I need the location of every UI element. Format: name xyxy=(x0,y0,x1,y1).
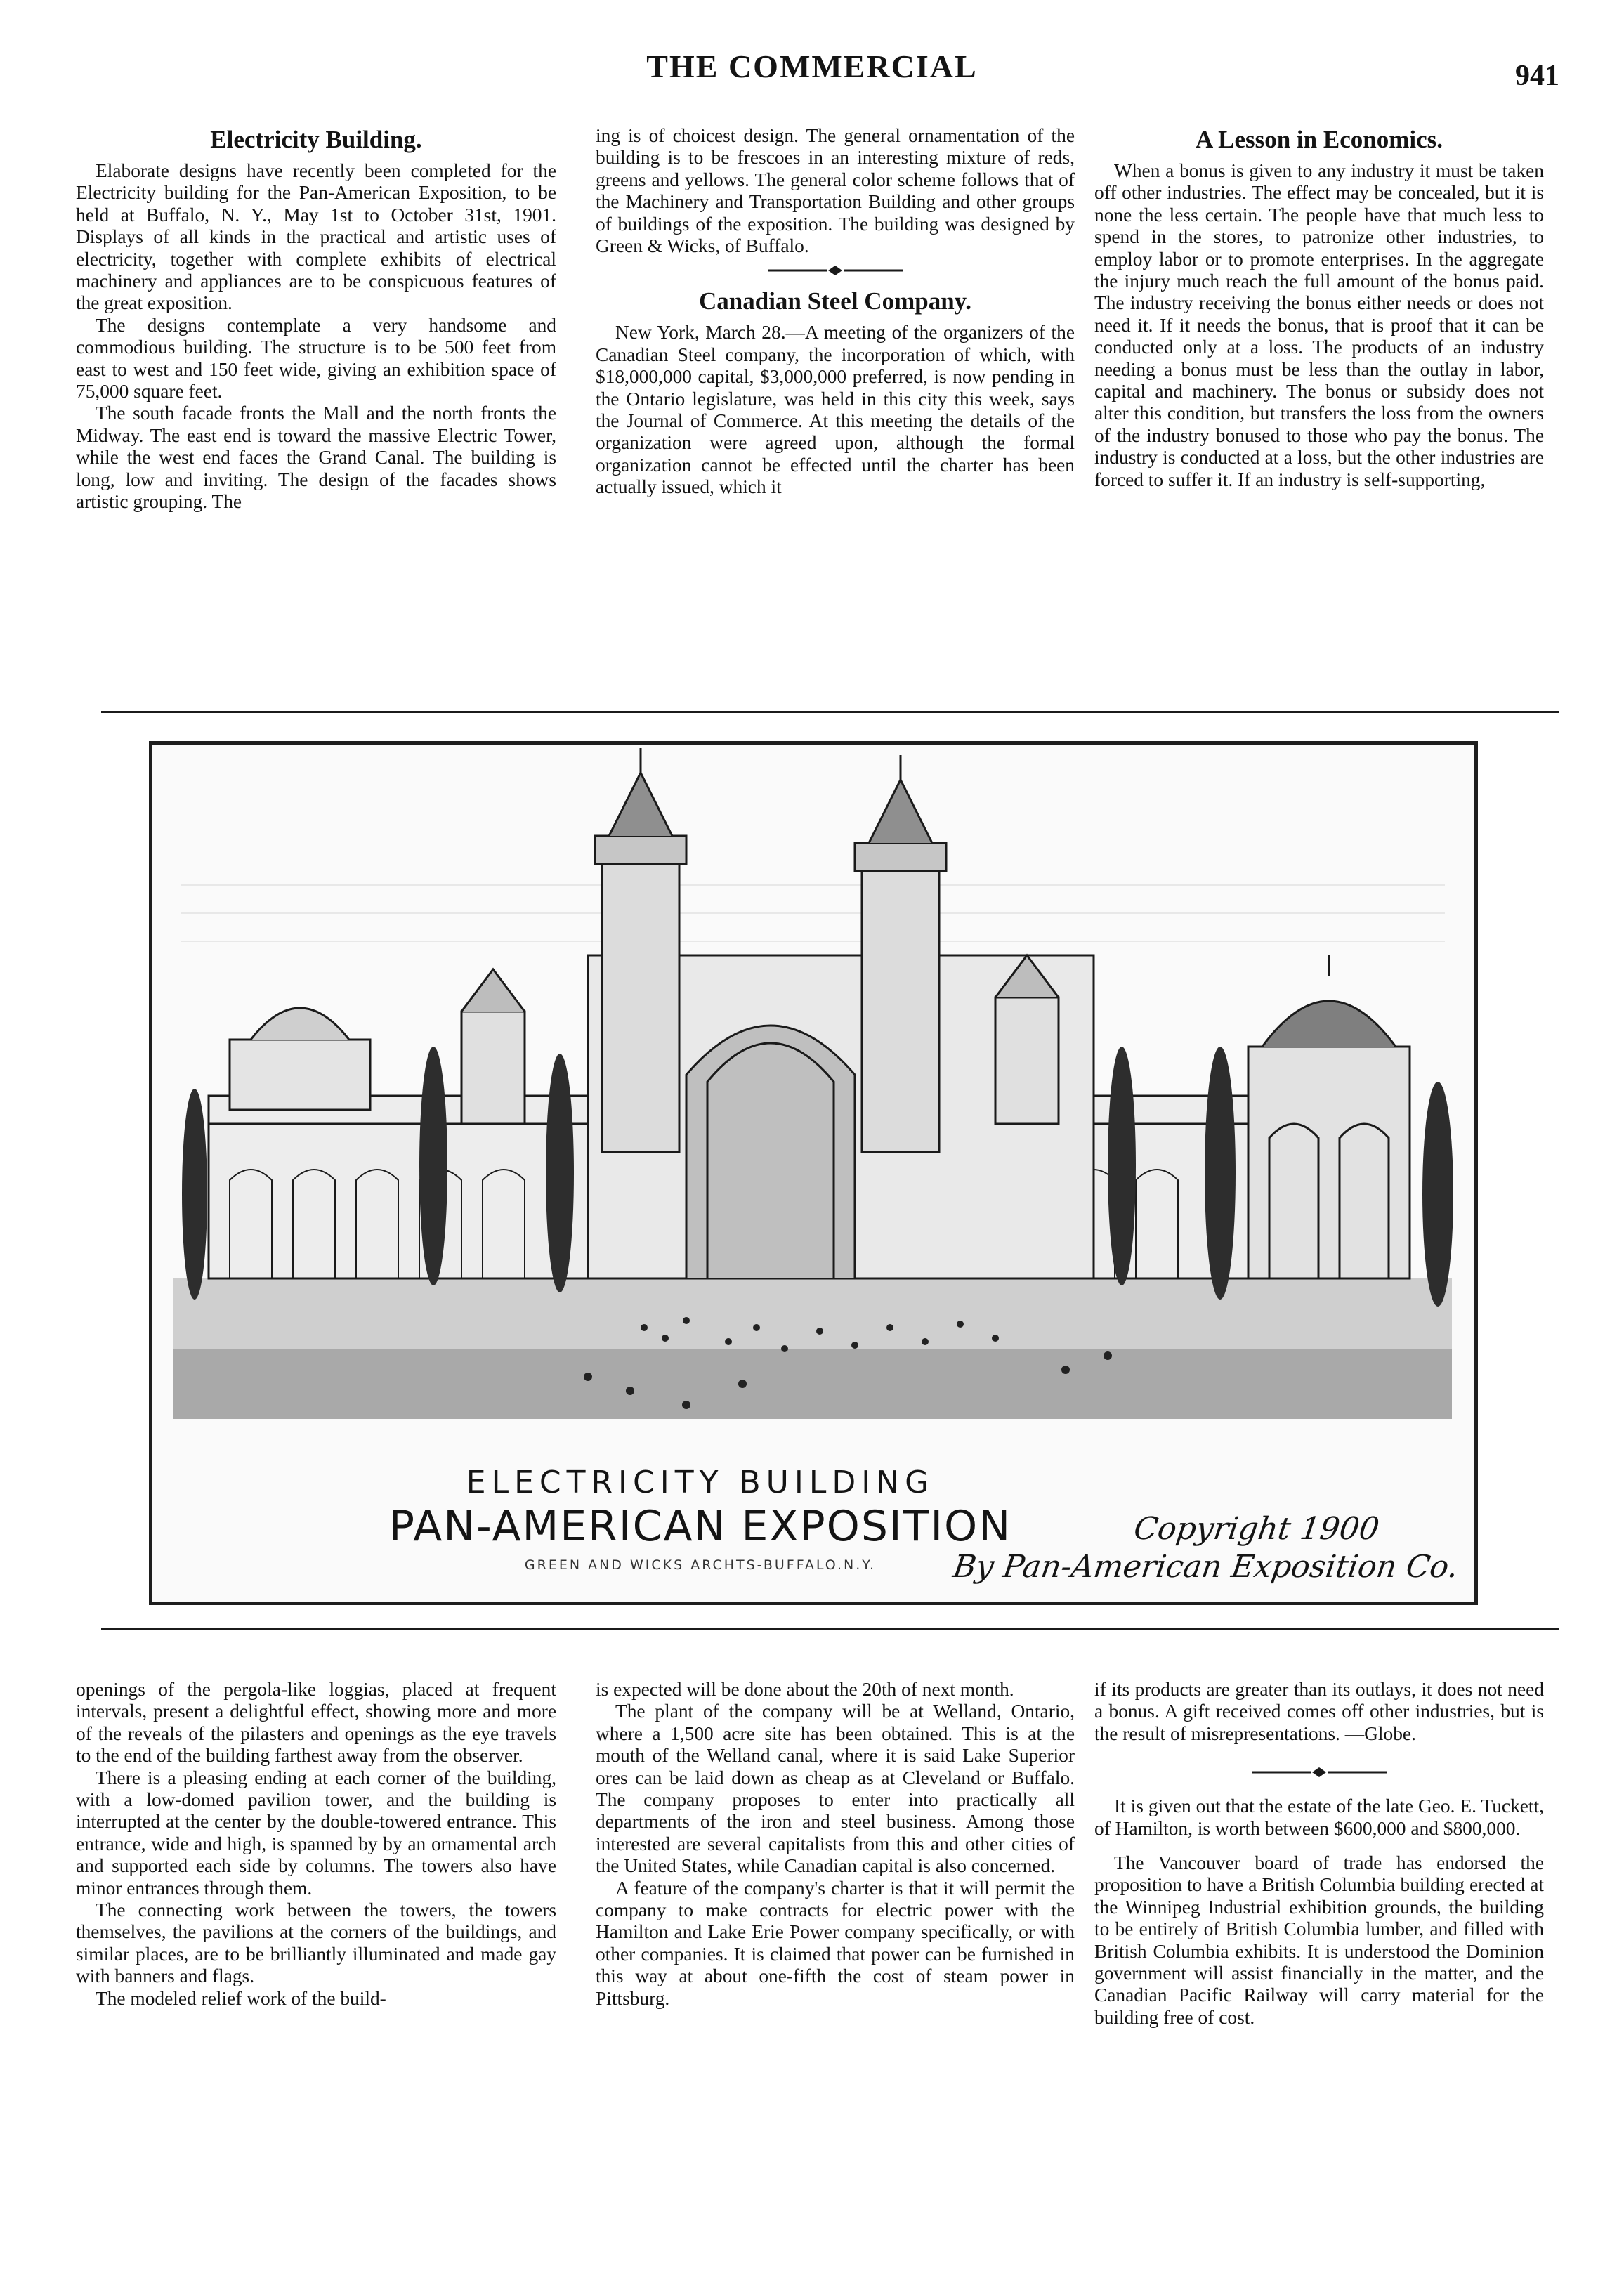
article-paragraph: Elaborate designs have recently been completed for the Electricity building for the Pan-American Exposition, to be held at Buffalo, N. Y., May 1st to October 31st, 1901. Displays of all kinds in the practical and artistic uses of electricity, together with complete exhibits of electrical machinery and appliances are to be conspicuous features of the great exposition. xyxy=(76,160,556,314)
article-paragraph: is expected will be done about the 20th of next month. xyxy=(596,1679,1014,1700)
article-paragraph: if its products are greater than its outlays, it does not need a bonus. A gift received comes off other industries, but is the result of misrepresentations. —Globe. xyxy=(1094,1679,1544,1744)
article-column-right-continued xyxy=(1094,1679,1544,2255)
article-paragraph: The modeled relief work of the build- xyxy=(96,1987,386,2009)
illustration-caption-title: ELECTRICITY BUILDING xyxy=(466,1465,935,1500)
article-heading: A Lesson in Economics. xyxy=(1196,126,1443,153)
article-paragraph: When a bonus is given to any industry it must be taken off other industries. The effect may be concealed, but it is none the less certain. The people have that much less to spend in the stores, to patronize other industries, to employ labor or to promote enterprises. In the aggregate the injury much reach the full amount of the bonus paid. The industry receiving the bonus either needs or does not need it. If it needs the bonus, that is proof that it can be conducted only at a loss. The products of an industry needing a bonus must be less than the outlay in labor, capital and machinery. The bonus or subsidy does not alter this condition, but transfers the loss from the owners of the industry bonused to those who pay the bonus. The industry is conducted at a loss, but the other industries are forced to suffer it. If an industry is self-supporting, xyxy=(1094,160,1544,490)
copyright-line: Copyright 1900 xyxy=(1131,1511,1382,1547)
copyright-line: By Pan-American Exposition Co. xyxy=(950,1549,1460,1585)
article-heading: Electricity Building. xyxy=(210,126,422,153)
article-paragraph: openings of the pergola-like loggias, placed at frequent intervals, present a delightful effect, showing more and more of the reveals of the pilasters and openings as the eye travels to the end of the building farthest away from the observer. xyxy=(76,1679,556,1767)
article-paragraph: New York, March 28.—A meeting of the organizers of the Canadian Steel company, the incorporation of which, with $18,000,000 capital, $3,000,000 preferred, is now pending in the Ontario legislature, was held in this city this week, says the Journal of Commerce. At this meeting the details of the organization were agreed upon, although the formal organization cannot be effected until the charter has been actually issued, which it xyxy=(596,322,1075,498)
article-electricity-building-continued xyxy=(76,1679,556,2255)
section-divider-ornament xyxy=(765,264,905,277)
illustration-caption-exposition: PAN-AMERICAN EXPOSITION xyxy=(388,1502,1012,1551)
article-electricity-building xyxy=(76,125,556,690)
article-canadian-steel-continued xyxy=(596,1679,1075,2255)
article-paragraph: ing is of choicest design. The general ornamentation of the building is to be frescoes in an interesting mixture of reds, greens and yellows. The general color scheme follows that of the Machinery and Transportation Building and other groups of buildings of the exposition. The building was designed by Green & Wicks, of Buffalo. xyxy=(596,125,1075,257)
article-paragraph: It is given out that the estate of the late Geo. E. Tuckett, of Hamilton, is worth between $600,000 and $800,000. xyxy=(1094,1795,1544,1839)
masthead-title: THE COMMERCIAL xyxy=(646,48,978,84)
illustration-caption-architects: GREEN AND WICKS ARCHTS-BUFFALO.N.Y. xyxy=(524,1557,877,1573)
horizontal-rule xyxy=(101,1628,1559,1630)
page-number: 941 xyxy=(1515,60,1559,92)
section-divider-ornament xyxy=(1249,1766,1389,1779)
electricity-building-illustration xyxy=(149,741,1478,1605)
article-column-middle xyxy=(596,125,1075,690)
article-paragraph: The south facade fronts the Mall and the north fronts the Midway. The east end is toward the massive Electric Tower, while the west end faces the Grand Canal. The building is long, low and inviting. The design of the facades shows artistic grouping. The xyxy=(76,402,556,513)
article-paragraph: A feature of the company's charter is that it will permit the company to make contracts for electric power with the Hamilton and Lake Erie Power company specifically, or with other companies. It is claimed that power can be furnished in this way at about one-fifth the cost of steam power in Pittsburg. xyxy=(596,1877,1075,2009)
horizontal-rule xyxy=(101,711,1559,713)
illustration-copyright xyxy=(950,1510,1465,1586)
article-paragraph: There is a pleasing ending at each corner of the building, with a low-domed pavilion tower, and the building is interrupted at the center by the double-towered entrance. This entrance, wide and high, is spanned by by an ornamental arch and supported each side by columns. The towers also have minor entrances through them. xyxy=(76,1767,556,1899)
article-heading: Canadian Steel Company. xyxy=(699,287,971,315)
article-lesson-in-economics xyxy=(1094,125,1544,690)
article-paragraph: The connecting work between the towers, the towers themselves, the pavilions at the corners of the buildings, and similar places, are to be brilliantly illuminated and made gay with banners and flags. xyxy=(76,1899,556,1987)
article-paragraph: The designs contemplate a very handsome and commodious building. The structure is to be 500 feet from east to west and 150 feet wide, giving an exhibition space of 75,000 square feet. xyxy=(76,314,556,402)
article-paragraph: The plant of the company will be at Welland, Ontario, where a 1,500 acre site has been obtained. This is at the mouth of the Welland canal, where it is said Lake Superior ores can be laid down as cheap as at Cleveland or Buffalo. The company proposes to enter into practically all departments of the iron and steel business. Among those interested are several capitalists from this and other cities of the United States, while Canadian capital is also concerned. xyxy=(596,1701,1075,1877)
article-paragraph: The Vancouver board of trade has endorsed the proposition to have a British Columbia building erected at the Winnipeg Industrial exhibition grounds, the building to be entirely of British Columbia lumber, and filled with British Columbia exhibits. It is understood the Dominion government will assist financially in the matter, and the Canadian Pacific Railway will carry material for the building free of cost. xyxy=(1094,1852,1544,2028)
